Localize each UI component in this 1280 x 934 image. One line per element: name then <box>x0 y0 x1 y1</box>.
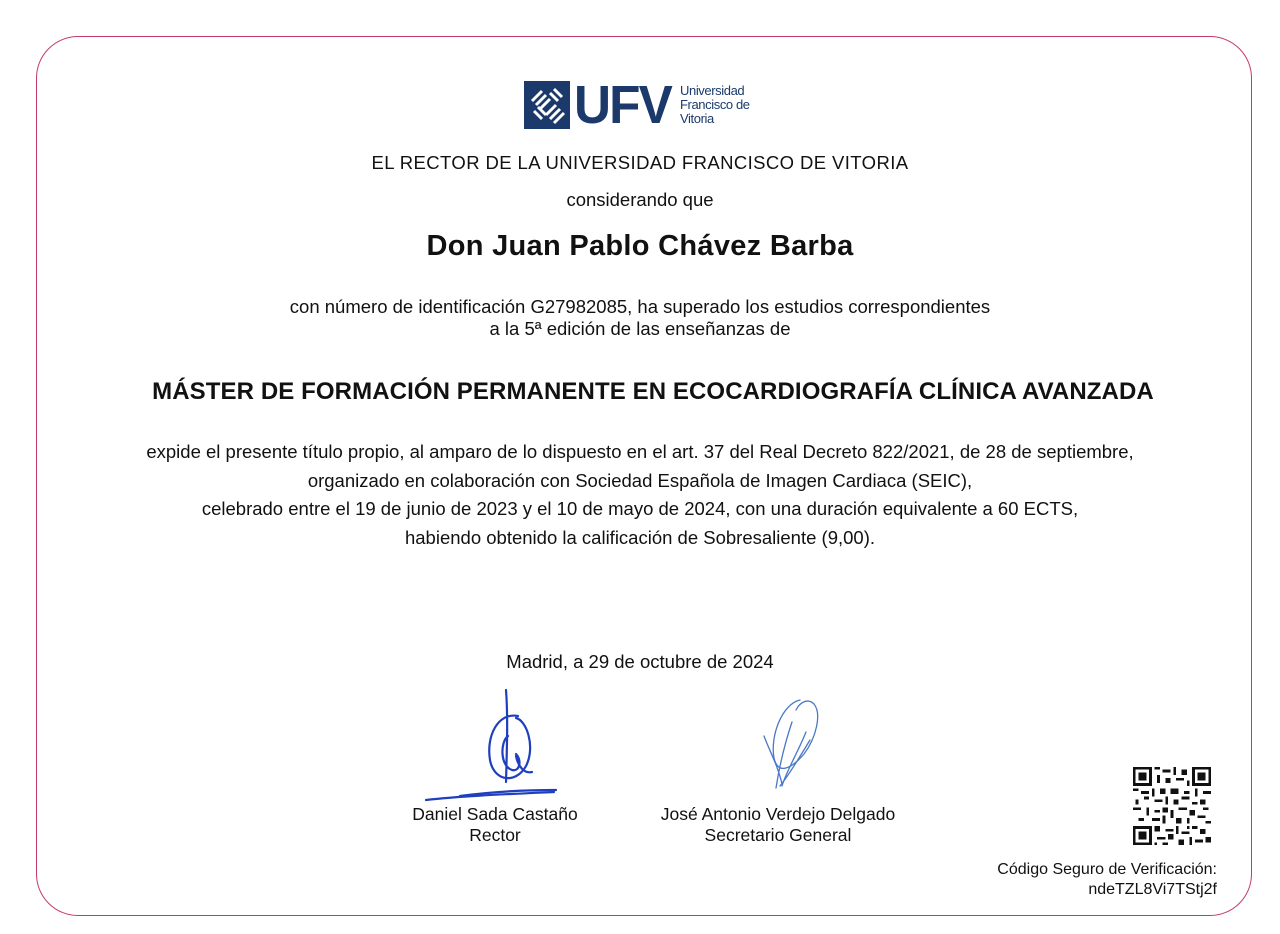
body-line: habiendo obtenido la calificación de Sobresaliente (9,00). <box>404 526 875 548</box>
signatory-role: Secretario General <box>704 825 852 845</box>
logo-name-line: Vitoria <box>680 111 714 126</box>
considering-text: considerando que <box>566 189 714 210</box>
program-title: MÁSTER DE FORMACIÓN PERMANENTE EN ECOCARDIOGRAFÍA CLÍNICA AVANZADA <box>152 378 1154 405</box>
logo-name-line: Francisco de <box>680 97 750 112</box>
secretary-signature-block <box>640 804 916 846</box>
signatory-role: Rector <box>469 825 521 845</box>
body-line: expide el presente título propio, al amparo de lo dispuesto en el art. 37 del Real Decreto 822/2021, de 28 de septiembre, <box>146 441 1134 462</box>
recipient-name: Don Juan Pablo Chávez Barba <box>426 230 854 262</box>
ufv-logo <box>524 75 750 135</box>
certificate-body <box>0 438 1280 552</box>
logo-name-line: Universidad <box>680 83 745 98</box>
logo-letters: UFV <box>574 75 671 135</box>
identification-line: con número de identificación G27982085, ha superado los estudios correspondientes <box>289 296 991 317</box>
identification-line: a la 5ª edición de las enseñanzas de <box>489 318 791 339</box>
issuer-line: EL RECTOR DE LA UNIVERSIDAD FRANCISCO DE VITORIA <box>371 152 909 173</box>
signatory-name: Daniel Sada Castaño <box>412 804 578 824</box>
signatory-name: José Antonio Verdejo Delgado <box>660 804 896 824</box>
secretary-signature-image <box>752 696 832 796</box>
logo-university-name <box>680 84 750 126</box>
verification-code: ndeTZL8Vi7TStj2f <box>1088 881 1217 898</box>
verification-code-block <box>997 860 1217 900</box>
body-line: celebrado entre el 19 de junio de 2023 y el 10 de mayo de 2024, con una duración equivalente a 60 ECTS, <box>201 498 1079 519</box>
verification-label: Código Seguro de Verificación: <box>997 861 1217 878</box>
rector-signature-image <box>420 686 570 810</box>
rector-signature-block <box>395 804 595 846</box>
verification-qr-code <box>1133 767 1211 845</box>
identification-text <box>0 296 1280 340</box>
place-date: Madrid, a 29 de octubre de 2024 <box>506 651 774 672</box>
body-line: organizado en colaboración con Sociedad Española de Imagen Cardiaca (SEIC), <box>307 469 973 491</box>
ufv-logo-mark-icon <box>524 81 570 129</box>
